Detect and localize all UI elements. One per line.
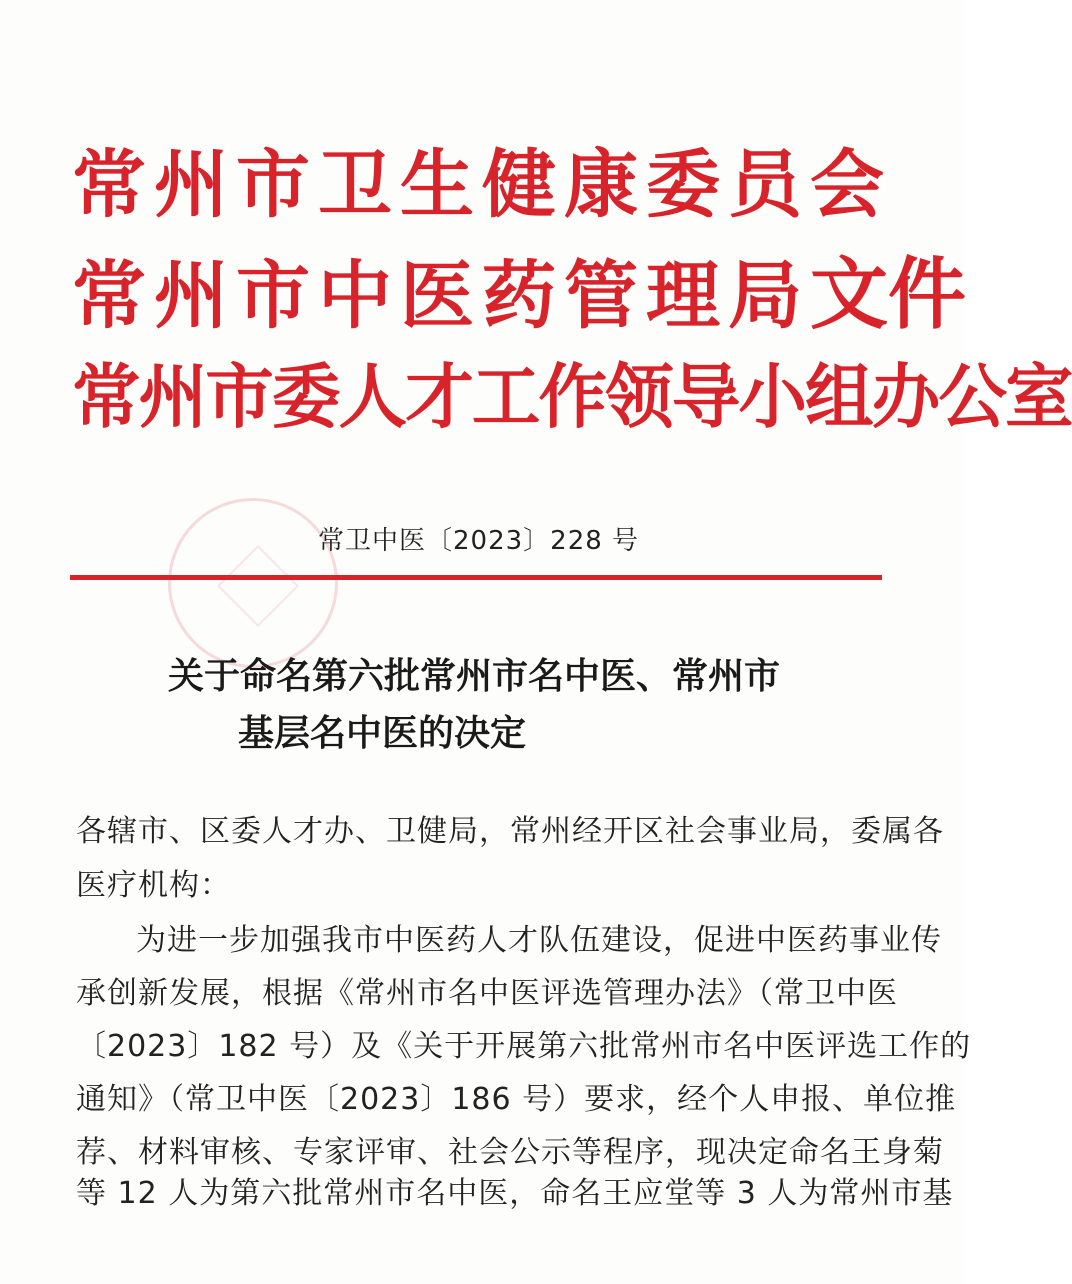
body-line: 为进一步加强我市中医药人才队伍建设，促进中医药事业传 xyxy=(136,923,942,958)
document-title-line-1: 关于命名第六批常州市名中医、常州市 xyxy=(167,656,780,697)
issuer-line-health-commission: 常州市卫生健康委员会 xyxy=(72,142,892,228)
body-line: 等 12 人为第六批常州市名中医，命名王应堂等 3 人为常州市基 xyxy=(76,1176,954,1211)
body-line: 〔2023〕182 号）及《关于开展第六批常州市名中医评选工作的 xyxy=(76,1029,972,1064)
issuer-line-tcm-bureau xyxy=(72,249,967,340)
issuer-line-talent-office: 常州市委人才工作领导小组办公室 xyxy=(72,355,1072,438)
issuer-tcm-bureau-text: 常州市中医药管理局 xyxy=(72,253,810,339)
body-line: 承创新发展，根据《常州市名中医评选管理办法》（常卫中医 xyxy=(76,976,898,1011)
body-line: 各辖市、区委人才办、卫健局，常州经开区社会事业局，委属各 xyxy=(76,814,944,849)
body-line: 医疗机构： xyxy=(76,868,231,903)
document-suffix: 文件 xyxy=(810,249,967,340)
red-separator-line xyxy=(70,575,882,580)
body-line: 通知》（常卫中医〔2023〕186 号）要求，经个人申报、单位推 xyxy=(76,1082,957,1117)
document-number: 常卫中医〔2023〕228 号 xyxy=(318,526,640,556)
document-title-line-2: 基层名中医的决定 xyxy=(237,713,526,754)
body-line: 荐、材料审核、专家评审、社会公示等程序，现决定命名王身菊 xyxy=(76,1135,944,1170)
faint-seal-stamp xyxy=(168,498,338,668)
